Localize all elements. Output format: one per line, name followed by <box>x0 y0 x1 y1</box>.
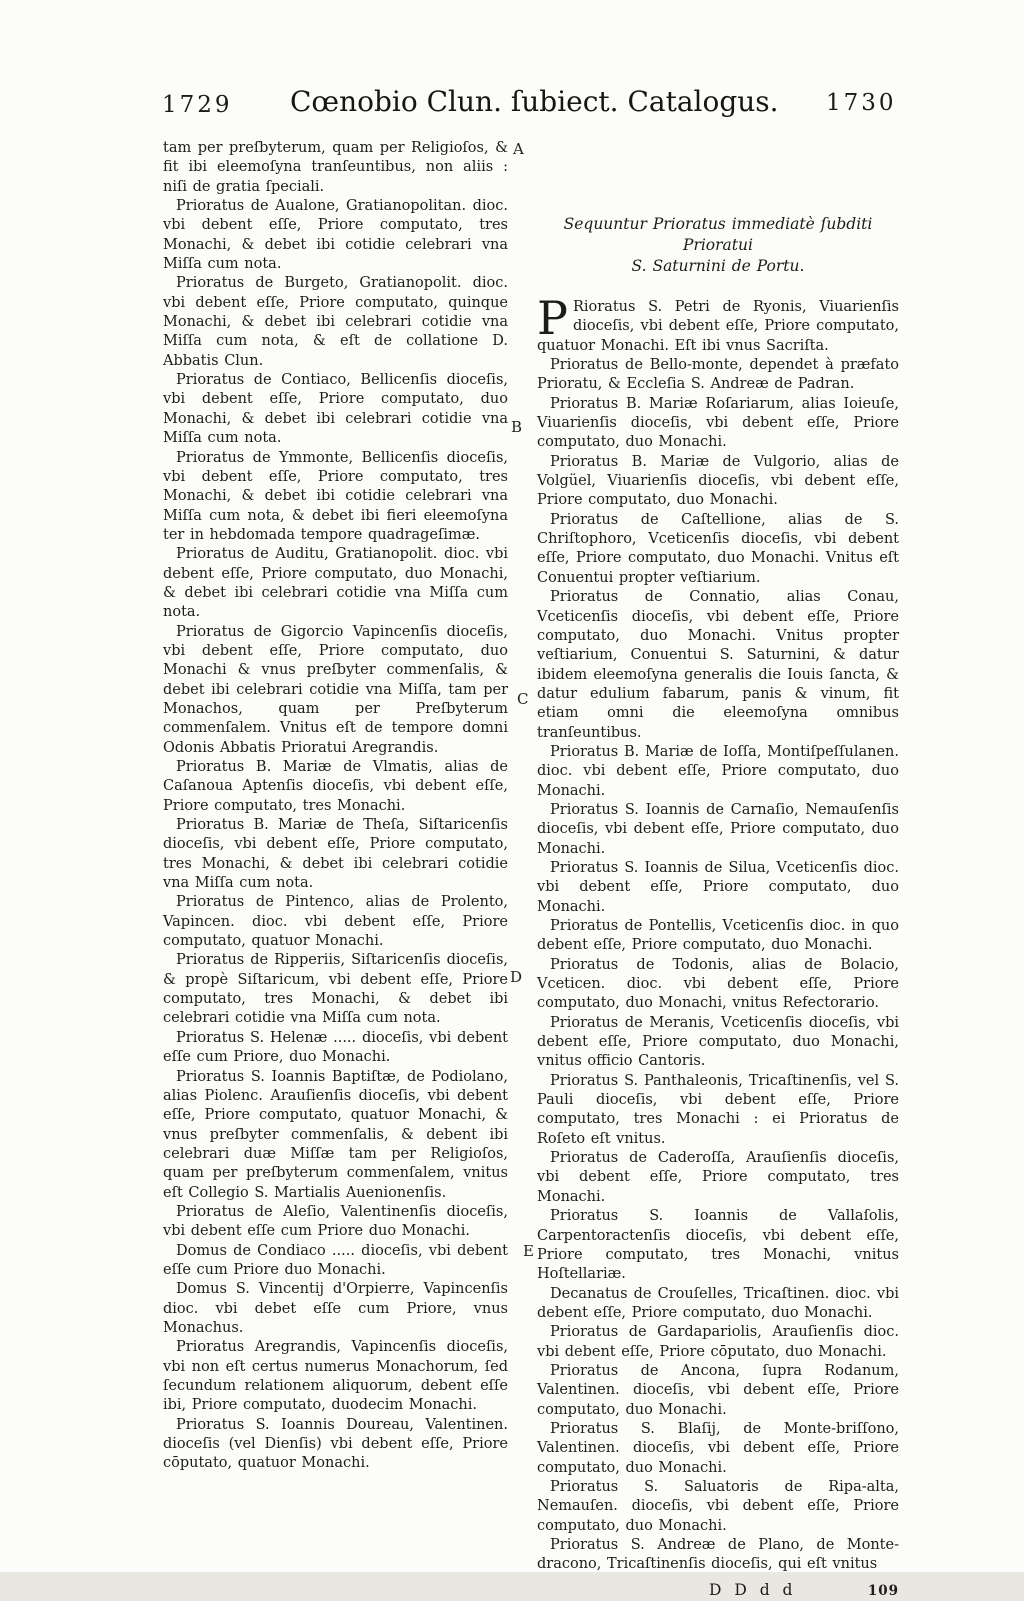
margin-letter-d: D <box>510 968 523 986</box>
running-title: Cœnobio Clun. ſubiect. Catalogus. <box>290 85 779 118</box>
margin-letter-a: A <box>513 140 524 158</box>
footer-row <box>537 1581 899 1601</box>
section-heading-line1: Sequuntur Prioratus immediatè ſubditi Prioratui <box>563 215 873 254</box>
catalog-entry: Prioratus S. Helenæ ..... dioceſis, vbi debent eſſe cum Priore, duo Monachi. <box>163 1029 508 1066</box>
catalog-entry: Prioratus de Caſtellione, alias de S. Chriſtophoro, Vceticenſis dioceſis, vbi debent eſſe, Priore computato, duo Monachi. Vnitus eſt Conuentui propter veſtiarium. <box>537 511 899 586</box>
catalog-entry: Prioratus Aregrandis, Vapincenſis dioceſis, vbi non eſt certus numerus Monachorum, ſed ſecundum relationem aliquorum, debent eſſe ibi, Priore computato, duodecim Monachi. <box>163 1339 508 1414</box>
catalog-entry: Prioratus de Aleſio, Valentinenſis dioceſis, vbi debent eſſe cum Priore duo Monachi. <box>163 1203 508 1240</box>
catalog-entry: Prioratus de Pintenco, alias de Prolento, Vapincen. dioc. vbi debent eſſe, Priore computato, quatuor Monachi. <box>163 894 508 950</box>
catalog-entry: Prioratus S. Ioannis de Vallaſolis, Carpentoractenſis dioceſis, vbi debent eſſe, Priore computato, tres Monachi, vnitus Hoſtellariæ. <box>537 1208 899 1283</box>
catalog-entry: Prioratus S. Blaſij, de Monte-briſſono, Valentinen. dioceſis, vbi debent eſſe, Priore computato, duo Monachi. <box>537 1420 899 1476</box>
catalog-entry: Prioratus B. Mariæ de Vulgorio, alias de Volgüel, Viuarienſis dioceſis, vbi debent eſſe, Priore computato, duo Monachi. <box>537 453 899 509</box>
drop-cap-initial: P <box>537 291 568 345</box>
catalog-entry: Prioratus de Aualone, Gratianopolitan. dioc. vbi debent eſſe, Priore computato, tres Monachi, & debet ibi cotidie celebrari vna Miſſa cum nota. <box>163 198 508 273</box>
catalog-entry: Domus S. Vincentij d'Orpierre, Vapincenſis dioc. vbi debet eſſe cum Priore, vnus Monachus. <box>163 1281 508 1336</box>
catalog-entry: Prioratus de Gardapariolis, Arauſienſis dioc. vbi debent eſſe, Priore cōputato, duo Monachi. <box>537 1324 899 1360</box>
catalog-entry: tam per preſbyterum, quam per Religioſos, & fit ibi eleemoſyna tranſeuntibus, non aliis : niſi de gratia ſpeciali. <box>163 140 508 195</box>
margin-letter-e: E <box>523 1242 534 1260</box>
catalog-entry: Prioratus S. Ioannis Doureau, Valentinen. dioceſis (vel Dienſis) vbi debent eſſe, Priore cōputato, quatuor Monachi. <box>163 1416 508 1472</box>
catalog-entry: Prioratus de Pontellis, Vceticenſis dioc. in quo debent eſſe, Priore computato, duo Monachi. <box>537 918 899 954</box>
page-number-right: 1730 <box>826 90 897 116</box>
catalog-entry: Prioratus de Bello-monte, dependet à præfato Prioratu, & Eccleſia S. Andreæ de Padran. <box>537 357 899 393</box>
catalog-entry: Prioratus S. Andreæ de Plano, de Monte-dracono, Tricaſtinenſis dioceſis, qui eſt vnitus <box>537 1537 899 1573</box>
catalog-entry: Prioratus de Ripperiis, Siſtaricenſis dioceſis, & propè Siſtaricum, vbi debent eſſe, Priore computato, tres Monachi, & debet ibi celebrari cotidie vna Miſſa cum nota. <box>163 952 508 1027</box>
catalog-entry-text: Rioratus S. Petri de Ryonis, Viuarienſis dioceſis, vbi debent eſſe, Priore computato, quatuor Monachi. Eſt ibi vnus Sacriſta. <box>537 299 899 354</box>
catalog-entry: Prioratus de Meranis, Vceticenſis dioceſis, vbi debent eſſe, Priore computato, duo Monachi, vnitus officio Cantoris. <box>537 1014 899 1070</box>
catalog-entry: Prioratus de Burgeto, Gratianopolit. dioc. vbi debent eſſe, Priore computato, quinque Monachi, & debet ibi celebrari cotidie vna Miſſa cum nota, & eſt de collatione D. Abbatis Clun. <box>163 275 508 369</box>
catalog-entry: Prioratus S. Ioannis de Carnaſio, Nemauſenſis dioceſis, vbi debent eſſe, Priore computato, duo Monachi. <box>537 801 899 857</box>
catalog-entry: Prioratus B. Mariæ de Ioſſa, Montiſpeſſulanen. dioc. vbi debent eſſe, Priore computato, duo Monachi. <box>537 743 899 799</box>
margin-letter-b: B <box>511 418 523 436</box>
catalog-entry: Domus de Condiaco ..... dioceſis, vbi debent eſſe cum Priore duo Monachi. <box>163 1242 508 1278</box>
section-heading-line2: S. Saturnini de Portu. <box>631 257 805 275</box>
sheet-number: 109 <box>867 1582 899 1599</box>
catalog-entry: Prioratus de Contiaco, Bellicenſis dioceſis, vbi debent eſſe, Priore computato, duo Monachi, & debet ibi celebrari cotidie vna Miſſa cum nota. <box>163 372 508 447</box>
catalog-entry: Prioratus de Auditu, Gratianopolit. dioc. vbi debent eſſe, Priore computato, duo Monachi, & debet ibi celebrari cotidie vna Miſſa cum nota. <box>163 546 508 621</box>
right-column <box>537 214 899 1601</box>
catalog-entry: Prioratus B. Mariæ de Vlmatis, alias de Caſanoua Aptenſis dioceſis, vbi debent eſſe, Priore computato, tres Monachi. <box>163 759 508 814</box>
catalog-entry: Prioratus de Gigorcio Vapincenſis dioceſis, vbi debent eſſe, Priore computato, duo Monachi & vnus preſbyter commenſalis, & debet ibi celebrari cotidie vna Miſſa, tam per Monachos, quam per Preſbyterum commenſalem. Vnitus eſt de tempore domni Odonis Abbatis Prioratui Aregrandis. <box>163 623 508 756</box>
page-number-left: 1729 <box>162 92 233 118</box>
catalog-entry <box>537 291 899 356</box>
gathering-signature: D D d d <box>709 1580 794 1599</box>
left-column <box>163 139 508 1474</box>
catalog-entry: Prioratus de Todonis, alias de Bolacio, Vceticen. dioc. vbi debent eſſe, Priore computato, duo Monachi, vnitus Refectorario. <box>537 956 899 1012</box>
catalog-entry: Decanatus de Crouſelles, Tricaſtinen. dioc. vbi debent eſſe, Priore computato, duo Monachi. <box>537 1285 899 1321</box>
margin-letter-c: C <box>517 690 529 708</box>
catalog-entry: Prioratus S. Ioannis de Silua, Vceticenſis dioc. vbi debent eſſe, Priore computato, duo Monachi. <box>537 859 899 915</box>
catalog-entry: Prioratus S. Ioannis Baptiſtæ, de Podiolano, alias Piolenc. Arauſienſis dioceſis, vbi debent eſſe, Priore computato, quatuor Monachi, & vnus preſbyter commenſalis, & debent ibi celebrari duæ Miſſæ tam per Religioſos, quam per preſbyterum commenſalem, vnitus eſt Collegio S. Martialis Auenionenſis. <box>163 1068 508 1201</box>
catalog-entry: Prioratus de Caderoſſa, Arauſienſis dioceſis, vbi debent eſſe, Priore computato, tres Monachi. <box>537 1150 899 1205</box>
catalog-entry: Prioratus B. Mariæ de Theſa, Siſtaricenſis dioceſis, vbi debent eſſe, Priore computato, tres Monachi, & debet ibi celebrari cotidie vna Miſſa cum nota. <box>163 817 508 892</box>
catalog-entry: Prioratus de Ancona, ſupra Rodanum, Valentinen. dioceſis, vbi debent eſſe, Priore computato, duo Monachi. <box>537 1362 899 1418</box>
catalog-entry: Prioratus de Connatio, alias Conau, Vceticenſis dioceſis, vbi debent eſſe, Priore computato, duo Monachi. Vnitus propter veſtiarium, Conuentui S. Saturnini, & datur ibidem eleemoſyna generalis die Iouis ſancta, & datur edulium fabarum, panis & vinum, fit etiam omni die eleemoſyna omnibus tranſeuntibus. <box>537 589 899 741</box>
catalog-entry: Prioratus de Ymmonte, Bellicenſis dioceſis, vbi debent eſſe, Priore computato, tres Monachi, & debet ibi cotidie celebrari vna Miſſa cum nota, & debet ibi fieri eleemoſyna ter in hebdomada tempore quadrageſimæ. <box>163 449 508 543</box>
catalog-entry: Prioratus B. Mariæ Roſariarum, alias Ioieuſe, Viuarienſis dioceſis, vbi debent eſſe, Priore computato, duo Monachi. <box>537 395 899 451</box>
catalog-entry: Prioratus S. Panthaleonis, Tricaſtinenſis, vel S. Pauli dioceſis, vbi debent eſſe, Priore computato, tres Monachi : ei Prioratus de Roſeto eſt vnitus. <box>537 1072 899 1147</box>
section-heading <box>537 214 899 277</box>
catalog-entry: Prioratus S. Saluatoris de Ripa-alta, Nemauſen. dioceſis, vbi debent eſſe, Priore computato, duo Monachi. <box>537 1478 899 1534</box>
